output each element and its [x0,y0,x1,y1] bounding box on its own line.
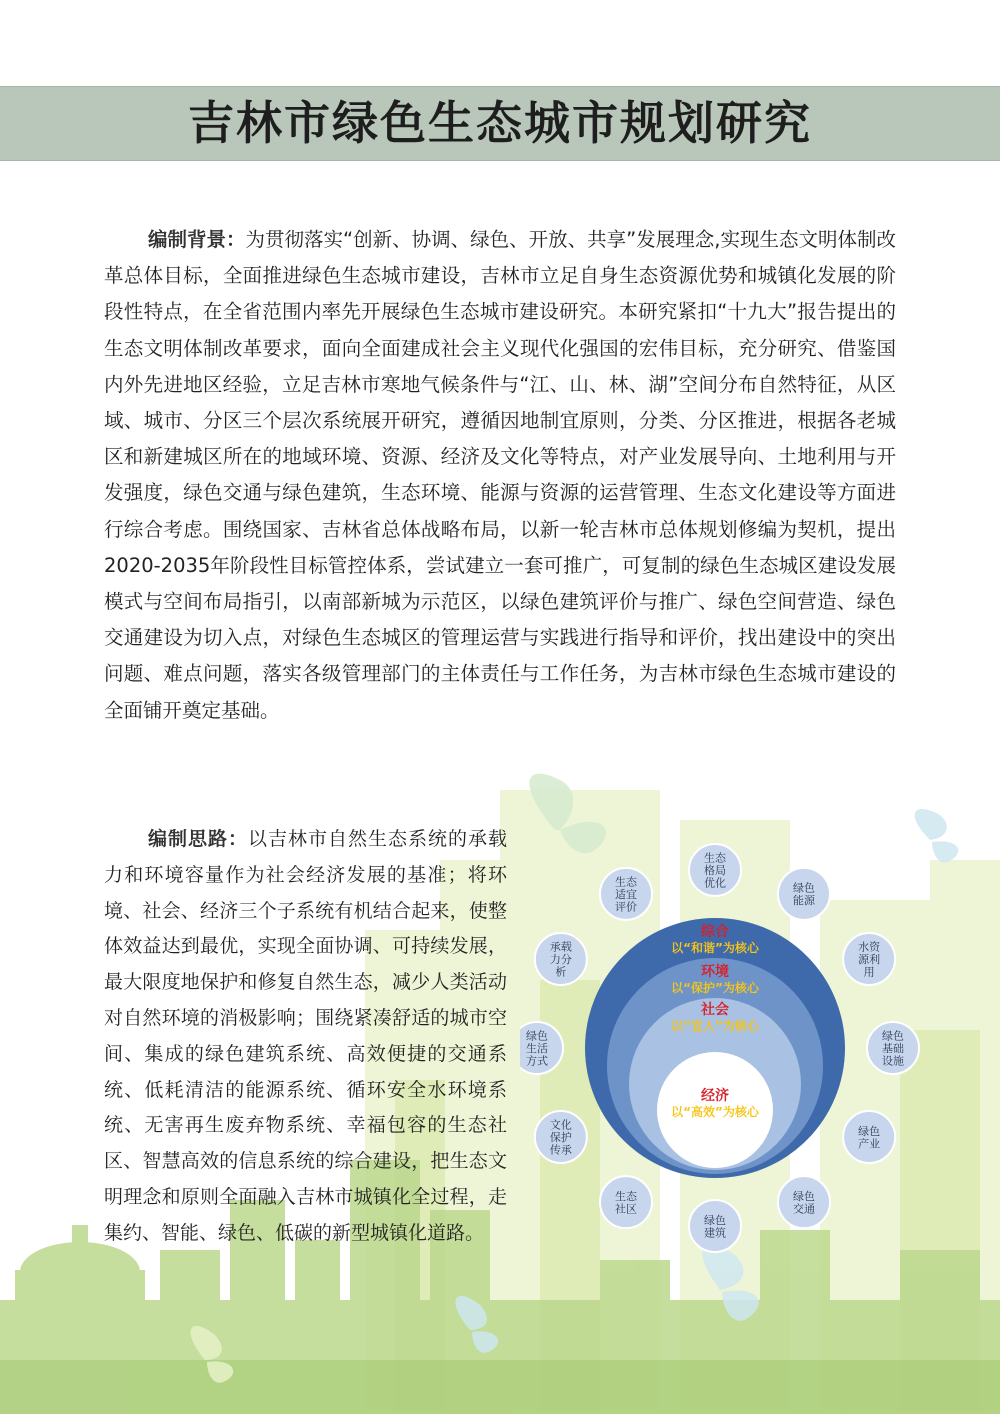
node-label: 绿色 [704,1213,726,1227]
approach-lead: 编制思路： [148,828,248,850]
node-label: 保护 [549,1131,572,1144]
node-label: 基础 [882,1042,904,1055]
ring-title: 社会 [701,1002,729,1018]
node-label: 建筑 [704,1226,726,1240]
node-label: 绿色 [858,1124,881,1138]
approach-body: 以吉林市自然生态系统的承载力和环境容量作为社会经济发展的基准；将环境、社会、经济三个子系统有机结合起来，使整体效益达到最优，实现全面协调、可持续发展，最大限度地保护和修复自然生态，减少人类活动对自然环境的消极影响；围绕紧凑舒适的城市空间、集成的绿色建筑系统、高效便捷的交通系统、低耗清洁的能源系统、循环安全水环境系统、无害再生废弃物系统、幸福包容的生态社区、智慧高效的信息系统的综合建设，把生态文明理念和原则全面融入吉林市城镇化全过程，走集约、智能、绿色、低碳的新型城镇化道路。 [104,828,507,1244]
node-label: 水资 [858,940,881,954]
background-paragraph [104,222,896,729]
diagram-node [778,1176,830,1228]
node-label: 交通 [793,1202,815,1216]
diagram-node [535,1111,587,1163]
diagram-node [600,1176,652,1228]
diagram-node [867,1022,919,1074]
node-label: 社区 [615,1202,637,1216]
diagram-node [520,1022,563,1074]
page-title: 吉林市绿色生态城市规划研究 [188,96,812,150]
node-label: 传承 [549,1143,572,1157]
background-body: 为贯彻落实“创新、协调、绿色、开放、共享”发展理念,实现生态文明体制改革总体目标，全面推进绿色生态城市建设，吉林市立足自身生态资源优势和城镇化发展的阶段性特点，在全省范围内率先开展绿色生态城市建设研究。本研究紧扣“十九大”报告提出的生态文明体制改革要求，面向全面建成社会主义现代化强国的宏伟目标，充分研究、借鉴国内外先进地区经验，立足吉林市寒地气候条件与“江、山、林、湖”空间分布自然特征，从区域、城市、分区三个层次系统展开研究，遵循因地制宜原则，分类、分区推进，根据各老城区和新建城区所在的地域环境、资源、经济及文化等特点，对产业发展导向、土地利用与开发强度，绿色交通与绿色建筑，生态环境、能源与资源的运营管理、生态文化建设等方面进行综合考虑。围绕国家、吉林省总体战略布局，以新一轮吉林市总体规划修编为契机，提出2020-2035年阶段性目标管控体系，尝试建立一套可推广，可复制的绿色生态城区建设发展模式与空间布局指引，以南部新城为示范区，以绿色建筑评价与推广、绿色空间营造、绿色交通建设为切入点，对绿色生态城区的管理运营与实践进行指导和评价，找出建设中的突出问题、难点问题，落实各级管理部门的主体责任与工作任务，为吉林市绿色生态城市建设的全面铺开奠定基础。 [104,228,896,722]
diagram-node [689,844,741,896]
node-label: 评价 [615,900,637,914]
ring-subtitle: 以“和谐”为核心 [671,941,759,955]
node-label: 生态 [615,875,637,889]
ring-subtitle: 以“宜人”为核心 [671,1019,759,1033]
diagram-node [843,1111,895,1163]
diagram-node [535,933,587,985]
diagram-node [778,868,830,920]
node-label: 设施 [882,1054,904,1068]
node-label: 绿色 [882,1029,904,1043]
background-lead: 编制背景： [148,228,246,251]
node-label: 生态 [704,851,726,865]
node-label: 生态 [615,1189,637,1203]
diagram-node [689,1200,741,1252]
node-label: 文化 [549,1118,572,1132]
node-label: 能源 [793,894,815,908]
node-label: 绿色 [793,1189,815,1203]
eco-system-diagram [520,838,940,1258]
node-label: 源利 [858,953,881,966]
node-label: 生活 [526,1042,548,1055]
node-label: 绿色 [793,881,815,895]
ring-title: 综合 [701,924,729,940]
ring-title: 经济 [701,1088,729,1104]
diagram-node [843,933,895,985]
node-label: 承载 [549,940,572,954]
ring-subtitle: 以“保护”为核心 [671,981,759,995]
node-label: 适宜 [615,887,637,901]
node-label: 优化 [704,876,726,890]
node-label: 产业 [858,1137,881,1151]
ring-title: 环境 [701,964,729,980]
node-label: 析 [555,965,567,979]
ring-subtitle: 以“高效”为核心 [671,1105,759,1119]
node-label: 用 [863,965,875,979]
approach-paragraph [104,822,507,1252]
diagram-node [600,868,652,920]
node-label: 绿色 [526,1029,548,1043]
node-label: 格局 [704,864,726,877]
title-bar [0,86,1000,161]
node-label: 方式 [526,1054,548,1068]
node-label: 力分 [549,953,572,966]
